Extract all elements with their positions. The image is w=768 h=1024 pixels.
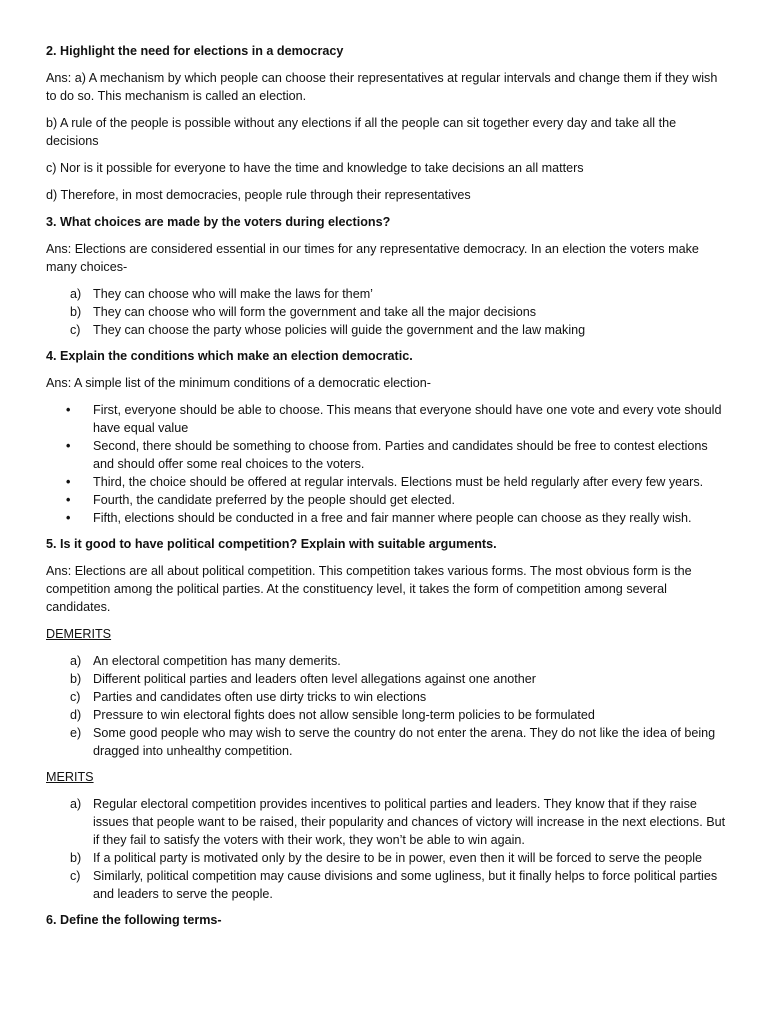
list-item <box>46 724 726 760</box>
bullet-icon: • <box>66 511 71 525</box>
list-marker: c) <box>70 690 81 704</box>
question-4-intro: Ans: A simple list of the minimum conditions of a democratic election- <box>46 376 431 390</box>
list-item <box>46 867 726 903</box>
bullet-icon: • <box>66 493 71 507</box>
list-item <box>46 849 726 867</box>
list-item-text: Similarly, political competition may cause divisions and some ugliness, but it finally helps to force political parties and leaders to serve the people. <box>93 869 718 901</box>
question-5-intro: Ans: Elections are all about political competition. This competition takes various forms. The most obvious form is the competition among the political parties. At the constituency level, it takes the form of competition among several candidates. <box>46 564 692 614</box>
list-marker: d) <box>70 708 82 722</box>
list-item-text: They can choose who will make the laws for them’ <box>93 287 373 301</box>
list-item-text: First, everyone should be able to choose. This means that everyone should have one vote and every vote should have equal value <box>93 403 722 435</box>
list-item <box>46 795 726 849</box>
question-2-answer-b: b) A rule of the people is possible without any elections if all the people can sit together every day and take all the decisions <box>46 116 677 148</box>
list-marker: b) <box>70 851 82 865</box>
list-marker: a) <box>70 654 82 668</box>
list-item <box>46 706 726 724</box>
question-3-intro: Ans: Elections are considered essential in our times for any representative democracy. In an election the voters make many choices- <box>46 242 699 274</box>
list-item <box>46 688 726 706</box>
list-item <box>46 473 726 491</box>
bullet-icon: • <box>66 475 71 489</box>
question-2-answer-c: c) Nor is it possible for everyone to have the time and knowledge to take decisions an all matters <box>46 161 584 175</box>
list-item-text: They can choose the party whose policies will guide the government and the law making <box>93 323 586 337</box>
list-item-text: Regular electoral competition provides incentives to political parties and leaders. They know that if they raise issues that people want to be raised, their popularity and chances of victory will increase in the next elections. But if they fail to satisfy the voters with their work, they won’t be able to win again. <box>93 797 726 847</box>
list-item-text: Some good people who may wish to serve the country do not enter the arena. They do not like the idea of being dragged into unhealthy competition. <box>93 726 716 758</box>
list-marker: a) <box>70 797 82 811</box>
question-2-heading: 2. Highlight the need for elections in a democracy <box>46 44 344 58</box>
list-item <box>46 437 726 473</box>
list-item-text: If a political party is motivated only by the desire to be in power, even then it will be forced to serve the people <box>93 851 703 865</box>
list-item-text: Parties and candidates often use dirty tricks to win elections <box>93 690 427 704</box>
list-marker: c) <box>70 323 81 337</box>
list-item <box>46 509 726 527</box>
list-item-text: Different political parties and leaders often level allegations against one another <box>93 672 536 686</box>
list-item <box>46 491 726 509</box>
list-item-text: Second, there should be something to choose from. Parties and candidates should be free to contest elections and should offer some real choices to the voters. <box>93 439 708 471</box>
bullet-icon: • <box>66 439 71 453</box>
list-item-text: Third, the choice should be offered at regular intervals. Elections must be held regularly after every few years. <box>93 475 704 489</box>
list-item-text: An electoral competition has many demerits. <box>93 654 341 668</box>
question-2-answer-d: d) Therefore, in most democracies, people rule through their representatives <box>46 188 471 202</box>
question-3-heading: 3. What choices are made by the voters during elections? <box>46 215 391 229</box>
list-marker: c) <box>70 869 81 883</box>
list-item <box>46 303 726 321</box>
list-marker: e) <box>70 726 82 740</box>
list-marker: b) <box>70 672 82 686</box>
question-2-answer-a: Ans: a) A mechanism by which people can choose their representatives at regular intervals and change them if they wish to do so. This mechanism is called an election. <box>46 71 718 103</box>
list-item <box>46 670 726 688</box>
document-page <box>46 42 726 938</box>
list-item-text: Pressure to win electoral fights does not allow sensible long-term policies to be formulated <box>93 708 595 722</box>
list-marker: b) <box>70 305 82 319</box>
question-4-bullet-list <box>46 401 726 527</box>
merits-list <box>46 795 726 903</box>
list-item-text: Fifth, elections should be conducted in a free and fair manner where people can choose as they really wish. <box>93 511 692 525</box>
demerits-list <box>46 652 726 760</box>
question-3-list <box>46 285 726 339</box>
list-item <box>46 321 726 339</box>
question-5-heading: 5. Is it good to have political competition? Explain with suitable arguments. <box>46 537 497 551</box>
bullet-icon: • <box>66 403 71 417</box>
list-item-text: They can choose who will form the government and take all the major decisions <box>93 305 537 319</box>
question-4-heading: 4. Explain the conditions which make an election democratic. <box>46 349 413 363</box>
merits-heading: MERITS <box>46 770 94 784</box>
list-item <box>46 285 726 303</box>
list-item-text: Fourth, the candidate preferred by the people should get elected. <box>93 493 455 507</box>
demerits-heading: DEMERITS <box>46 627 112 641</box>
question-6-heading: 6. Define the following terms- <box>46 913 222 927</box>
list-item <box>46 401 726 437</box>
list-item <box>46 652 726 670</box>
list-marker: a) <box>70 287 82 301</box>
